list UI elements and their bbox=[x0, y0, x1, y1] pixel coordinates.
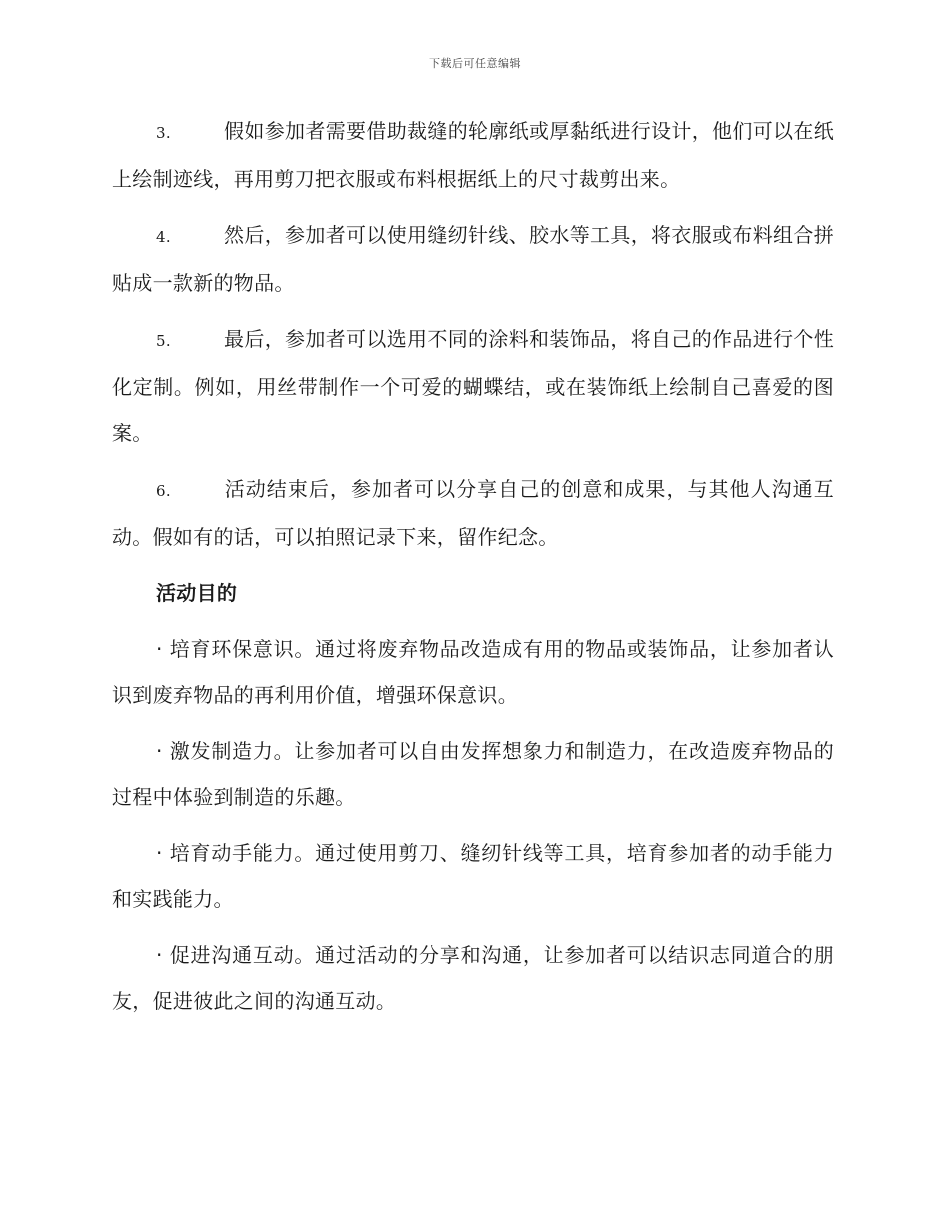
step-paragraph-4 bbox=[112, 212, 834, 306]
step-number: 5. bbox=[156, 332, 171, 350]
step-number: 4. bbox=[156, 228, 171, 246]
step-text: 活动结束后，参加者可以分享自己的创意和成果，与其他人沟通互动。假如有的话，可以拍照记录下来，留作纪念。 bbox=[112, 477, 834, 549]
step-number: 3. bbox=[156, 124, 171, 142]
page-header: 下载后可任意编辑 bbox=[429, 57, 521, 70]
step-paragraph-5 bbox=[112, 316, 834, 456]
goal-paragraph-communication: · 促进沟通互动。通过活动的分享和沟通，让参加者可以结识志同道合的朋友，促进彼此之间的沟通互动。 bbox=[112, 943, 834, 1013]
step-text: 假如参加者需要借助裁缝的轮廓纸或厚黏纸进行设计，他们可以在纸上绘制迹线，再用剪刀把衣服或布料根据纸上的尺寸裁剪出来。 bbox=[112, 119, 834, 191]
step-text: 然后，参加者可以使用缝纫针线、胶水等工具，将衣服或布料组合拼贴成一款新的物品。 bbox=[112, 223, 834, 295]
step-paragraph-3 bbox=[112, 108, 834, 202]
step-text: 最后，参加者可以选用不同的涂料和装饰品，将自己的作品进行个性化定制。例如，用丝带制作一个可爱的蝴蝶结，或在装饰纸上绘制自己喜爱的图案。 bbox=[112, 327, 834, 445]
goal-paragraph-creativity: · 激发制造力。让参加者可以自由发挥想象力和制造力，在改造废弃物品的过程中体验到制造的乐趣。 bbox=[112, 739, 834, 809]
step-paragraph-6 bbox=[112, 466, 834, 560]
goal-paragraph-hands-on: · 培育动手能力。通过使用剪刀、缝纫针线等工具，培育参加者的动手能力和实践能力。 bbox=[112, 841, 834, 911]
document-body bbox=[112, 108, 834, 1034]
section-heading: 活动目的 bbox=[156, 581, 238, 605]
step-number: 6. bbox=[156, 482, 171, 500]
goal-paragraph-environment: · 培育环保意识。通过将废弃物品改造成有用的物品或装饰品，让参加者认识到废弃物品的再利用价值，增强环保意识。 bbox=[112, 637, 834, 707]
